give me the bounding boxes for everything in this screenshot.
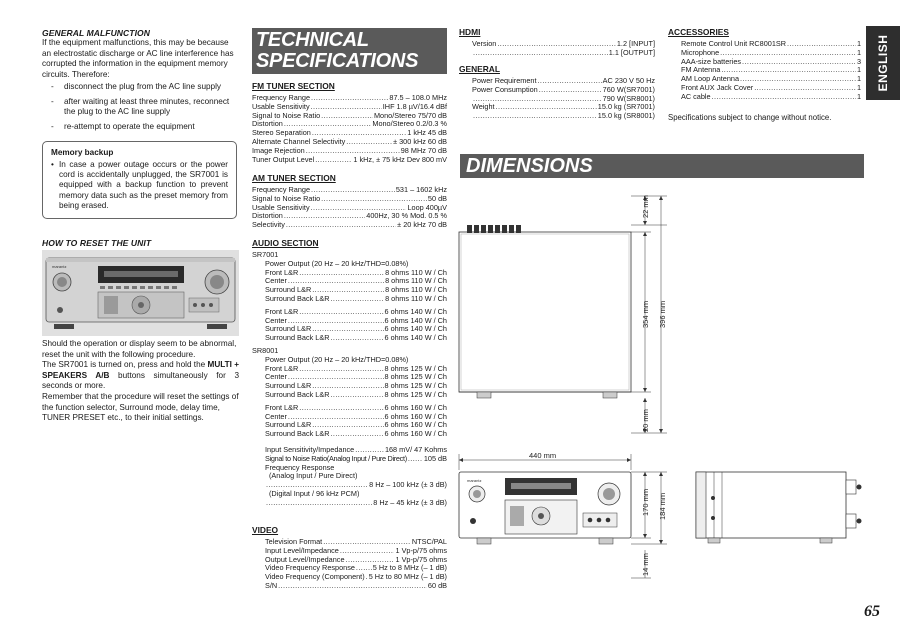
dim-354mm: 354 mm <box>641 300 650 328</box>
spec-label: Output Level/Impedance <box>265 554 345 564</box>
spec-row <box>265 582 447 591</box>
reset-heading: HOW TO RESET THE UNIT <box>42 238 152 248</box>
leader-dots <box>496 103 597 112</box>
memory-backup-title: Memory backup <box>51 148 114 157</box>
sr7001-label: SR7001 <box>252 250 279 259</box>
spec-value: 1 <box>856 74 861 84</box>
spec-value: 5 Hz to 8 MHz (– 1 dB) <box>372 563 447 573</box>
audio-heading: AUDIO SECTION <box>252 238 319 248</box>
leader-dots <box>278 582 427 591</box>
spec-row: Signal to Noise Ratio(Analog Input / Pure Direct) ..... 105 dB <box>265 455 447 464</box>
spec-value: Mono/Stereo 75/70 dB <box>373 110 447 120</box>
sr7001-8ohm-list <box>252 269 447 304</box>
dim-22mm: 22 mm <box>641 195 650 218</box>
spec-label: Weight <box>472 102 495 112</box>
spec-value: 8 ohms 110 W / Ch <box>385 267 447 277</box>
dim-396mm: 396 mm <box>658 300 667 328</box>
leader-dots <box>346 138 392 147</box>
general-spec-list <box>459 77 655 121</box>
spec-label: Version <box>472 39 497 48</box>
spec-row: Input Sensitivity/Impedance ..... 168 mV/ 47 Kohms <box>265 446 447 455</box>
dim-14mm: 14 mm <box>641 553 650 576</box>
dimensions-top-view <box>455 188 700 453</box>
spec-value: ± 300 kHz 60 dB <box>393 136 447 146</box>
leader-dots <box>284 212 365 221</box>
spec-value: 87.5 – 108.0 MHz <box>389 93 447 102</box>
dim-170mm: 170 mm <box>641 488 650 516</box>
memory-backup-box <box>42 141 237 219</box>
spec-label: Power Requirement <box>472 76 537 85</box>
spec-value: 1 kHz 45 dB <box>407 128 447 138</box>
leader-dots <box>497 40 616 49</box>
spec-label: Surround Back L&R <box>265 429 330 439</box>
step-item: - re-attempt to operate the equipment <box>42 122 239 133</box>
leader-dots <box>299 269 384 278</box>
spec-row <box>265 334 447 343</box>
sr7001-power-label: Power Output (20 Hz – 20 kHz/THD=0.08%) <box>265 258 409 268</box>
hdmi-spec-list <box>459 40 655 58</box>
reset-text-c: buttons simultaneously for 3 seconds or more. <box>42 370 239 391</box>
leader-dots <box>331 430 384 439</box>
general-section <box>459 64 655 121</box>
spec-value: 8 ohms 110 W / Ch <box>385 276 447 286</box>
sr8001-label: SR8001 <box>252 345 279 355</box>
spec-label: Video Frequency Response <box>265 563 355 573</box>
spec-label: Center <box>265 276 287 286</box>
spec-label: Front L&R <box>265 402 299 412</box>
spec-label: Center <box>265 411 287 421</box>
spec-label: Usable Sensitivity <box>252 101 310 111</box>
leader-dots <box>331 391 384 400</box>
am-heading: AM TUNER SECTION <box>252 173 336 183</box>
spec-label: Surround Back L&R <box>265 293 330 303</box>
video-section <box>252 525 447 591</box>
leader-dots <box>321 112 373 121</box>
spec-value: IHF 1.8 µV/16.4 dBf <box>382 101 447 111</box>
spec-label: Front L&R <box>265 267 299 277</box>
spec-value: 6 ohms 140 W / Ch <box>384 324 447 334</box>
audio-extra-specs <box>252 446 447 508</box>
spec-label: Microphone <box>681 47 720 57</box>
spec-label: Distortion <box>252 211 283 221</box>
dimensions-title: DIMENSIONS <box>460 154 864 178</box>
memory-backup-text: • In case a power outage occurs or the power cord is accidentally unplugged, the SR7001 is equipped with a backup function to prevent memory data such as the preset memory from being erased. <box>51 160 228 211</box>
spec-value: 6 ohms 160 W / Ch <box>384 402 447 412</box>
freq-response-label: Frequency Response <box>265 462 335 472</box>
leader-dots <box>299 308 383 317</box>
spec-value: Loop 400µV <box>407 202 447 212</box>
leader-dots <box>473 112 597 121</box>
spec-label: Television Format <box>265 537 323 546</box>
reset-text-a: The SR7001 is turned on, press and hold the <box>42 360 208 369</box>
spec-row <box>681 93 861 102</box>
spec-label: Stereo Separation <box>252 128 311 138</box>
spec-value: 15.0 kg (SR8001) <box>597 111 655 121</box>
accessories-heading: ACCESSORIES <box>668 27 729 37</box>
leader-dots <box>311 94 388 103</box>
dimensions-front-view <box>455 450 700 585</box>
spec-label: AM Loop Antenna <box>681 74 740 84</box>
spec-value: 15.0 kg (SR7001) <box>597 102 655 112</box>
title-line-1: TECHNICAL <box>256 29 369 51</box>
dim-20mm: 20 mm <box>641 409 650 432</box>
spec-value: ± 20 kHz 70 dB <box>397 220 447 230</box>
leader-dots <box>742 58 856 67</box>
reset-paragraph-2 <box>42 360 239 392</box>
reset-paragraph-3: Remember that the procedure will reset the settings of the function selector, Surround mode, delay time, TUNER PRESET etc., to their initial settings. <box>42 392 239 423</box>
general-malfunction-intro: If the equipment malfunctions, this may be because an electrostatic discharge or AC line interference has corrupted the information in the equipment memory circuits. Therefore: <box>42 38 234 79</box>
leader-dots <box>366 573 368 582</box>
receiver-brand: marantz <box>52 264 67 269</box>
spec-label: Tuner Output Level <box>252 154 315 164</box>
accessories-section <box>668 27 861 122</box>
leader-dots <box>754 84 856 93</box>
leader-dots <box>538 77 602 86</box>
spec-row <box>265 430 447 439</box>
spec-label: Frequency Range <box>252 93 311 102</box>
spec-label: Surround Back L&R <box>265 389 330 399</box>
accessories-list <box>668 40 861 102</box>
receiver-front-illustration <box>42 250 239 336</box>
dim-440mm: 440 mm <box>529 451 557 460</box>
hdmi-section <box>459 27 655 58</box>
spec-value: 1.1 [OUTPUT] <box>608 47 655 57</box>
fm-tuner-section <box>252 81 447 164</box>
spec-value: 6 ohms 160 W / Ch <box>384 411 447 421</box>
spec-row <box>252 221 447 230</box>
leader-dots <box>311 103 382 112</box>
spec-label: Surround L&R <box>265 324 312 334</box>
spec-row <box>265 295 447 304</box>
language-tab-label: ENGLISH <box>876 34 890 92</box>
spec-label: Usable Sensitivity <box>252 202 310 212</box>
spec-label: Surround Back L&R <box>265 333 330 343</box>
title-line-2: SPECIFICATIONS <box>256 50 419 72</box>
spec-value: 50 dB <box>427 193 447 203</box>
spec-value: 8 ohms 125 W / Ch <box>384 389 447 399</box>
sr8001-6ohm-list <box>252 404 447 439</box>
spec-row <box>472 49 655 58</box>
fm-heading: FM TUNER SECTION <box>252 81 335 91</box>
video-heading: VIDEO <box>252 525 279 535</box>
page-number: 65 <box>864 603 880 620</box>
spec-value: 5 Hz to 80 MHz (– 1 dB) <box>368 572 447 582</box>
spec-value: 98 MHz 70 dB <box>400 145 447 155</box>
spec-label: Distortion <box>252 119 283 129</box>
spec-value: 1 <box>856 91 861 101</box>
general-heading: GENERAL <box>459 64 500 74</box>
leader-dots <box>299 404 383 413</box>
leader-dots <box>721 66 856 75</box>
spec-value: 6 ohms 140 W / Ch <box>384 306 447 316</box>
spec-label: Selectivity <box>252 220 285 230</box>
spec-value: 1 <box>856 39 861 48</box>
spec-label: Center <box>265 315 287 325</box>
leader-dots <box>286 221 396 230</box>
spec-value: 6 ohms 160 W / Ch <box>384 429 447 439</box>
leader-dots <box>315 156 352 165</box>
dim-184mm: 184 mm <box>658 492 667 520</box>
spec-value: 790 W(SR8001) <box>602 93 655 103</box>
spec-label: Input Level/Impedance <box>265 545 339 555</box>
spec-label: Surround L&R <box>265 381 312 391</box>
spec-value: 8 ohms 125 W / Ch <box>384 381 447 391</box>
spec-value: 8 ohms 110 W / Ch <box>385 293 447 303</box>
spec-change-note: Specifications subject to change without notice. <box>668 112 832 122</box>
spec-value: 60 dB <box>427 580 447 590</box>
leader-dots <box>473 49 608 58</box>
spec-value: 8 ohms 125 W / Ch <box>384 363 447 373</box>
front-brand: marantz <box>467 478 482 483</box>
spec-label: Front AUX Jack Cover <box>681 82 754 92</box>
leader-dots <box>539 86 602 95</box>
step-item: - after waiting at least three minutes, reconnect the plug to the AC line supply <box>42 97 239 118</box>
spec-value: Mono/Stereo 0.2/0.3 % <box>372 119 447 129</box>
spec-label: Front L&R <box>265 306 299 316</box>
spec-label: Alternate Channel Selectivity <box>252 136 346 146</box>
spec-label: Surround L&R <box>265 285 312 295</box>
am-spec-list <box>252 186 447 230</box>
language-tab <box>866 26 900 100</box>
fm-spec-list <box>252 94 447 164</box>
spec-label: AAA-size batteries <box>681 56 742 66</box>
leader-dots <box>311 186 395 195</box>
am-tuner-section <box>252 173 447 230</box>
spec-value: 8 ohms 125 W / Ch <box>384 372 447 382</box>
sr7001-6ohm-list <box>252 308 447 343</box>
step-item: - disconnect the plug from the AC line supply <box>42 82 239 93</box>
spec-label: FM Antenna <box>681 65 721 75</box>
reset-paragraph-1: Should the operation or display seem to be abnormal, reset the unit with the following procedure. <box>42 339 237 359</box>
leader-dots <box>331 295 385 304</box>
spec-value: 6 ohms 160 W / Ch <box>384 420 447 430</box>
audio-section <box>252 238 447 508</box>
leader-dots <box>787 40 856 49</box>
spec-value: 1 <box>856 65 861 75</box>
dimensions-side-view <box>692 468 872 548</box>
hdmi-heading: HDMI <box>459 27 481 37</box>
spec-value: 1 <box>856 82 861 92</box>
spec-value: 531 – 1602 kHz <box>395 185 447 194</box>
spec-label: Image Rejection <box>252 145 305 155</box>
spec-row <box>265 573 447 582</box>
spec-label: Frequency Range <box>252 185 311 194</box>
spec-value: NTSC/PAL <box>411 537 447 546</box>
spec-label: Video Frequency (Component) <box>265 572 365 582</box>
spec-value: 760 W(SR7001) <box>602 84 655 94</box>
spec-row <box>252 156 447 165</box>
spec-row: ..... 8 Hz – 100 kHz (± 3 dB) <box>265 481 447 490</box>
spec-value: 3 <box>856 56 861 66</box>
leader-dots <box>299 365 383 374</box>
spec-row: ..... 8 Hz – 45 kHz (± 3 dB) <box>265 499 447 508</box>
spec-value: 8 ohms 110 W / Ch <box>385 285 447 295</box>
spec-row <box>265 391 447 400</box>
spec-value: 6 ohms 140 W / Ch <box>384 333 447 343</box>
spec-label: Power Consumption <box>472 84 538 94</box>
spec-label: Center <box>265 372 287 382</box>
spec-label: AC cable <box>681 91 711 101</box>
spec-value: 1 kHz, ± 75 kHz Dev 800 mV <box>353 154 447 164</box>
digital-label: (Digital Input / 96 kHz PCM) <box>269 488 360 498</box>
spec-value: 1.2 [INPUT] <box>616 39 655 48</box>
sr8001-power-label: Power Output (20 Hz – 20 kHz/THD=0.08%) <box>265 354 409 364</box>
spec-value: 1 <box>856 47 861 57</box>
spec-value: 1 Vp-p/75 ohms <box>395 554 447 564</box>
analog-label: (Analog Input / Pure Direct) <box>269 471 358 481</box>
spec-value: 6 ohms 140 W / Ch <box>384 315 447 325</box>
general-malfunction-heading: GENERAL MALFUNCTION <box>42 28 150 38</box>
video-spec-list <box>252 538 447 591</box>
reset-buttons-bold: MULTI + SPEAKERS A/B <box>42 360 239 380</box>
sr8001-8ohm-list <box>252 365 447 400</box>
leader-dots <box>340 547 395 556</box>
spec-label: Signal to Noise Ratio <box>252 193 321 203</box>
spec-label: Remote Control Unit RC8001SR <box>681 39 787 48</box>
spec-value: AC 230 V 50 Hz <box>602 76 655 85</box>
spec-row <box>472 112 655 121</box>
leader-dots <box>331 334 384 343</box>
spec-value: 400Hz, 30 % Mod. 0.5 % <box>366 211 447 221</box>
spec-label: S/N <box>265 580 278 590</box>
technical-specifications-title <box>252 28 447 74</box>
spec-label: Front L&R <box>265 363 299 373</box>
spec-label: Signal to Noise Ratio <box>252 110 321 120</box>
leader-dots <box>740 75 856 84</box>
spec-value: 1 Vp-p/75 ohms <box>395 545 447 555</box>
leader-dots <box>712 93 856 102</box>
malfunction-steps <box>42 82 239 136</box>
spec-label: Surround L&R <box>265 420 312 430</box>
